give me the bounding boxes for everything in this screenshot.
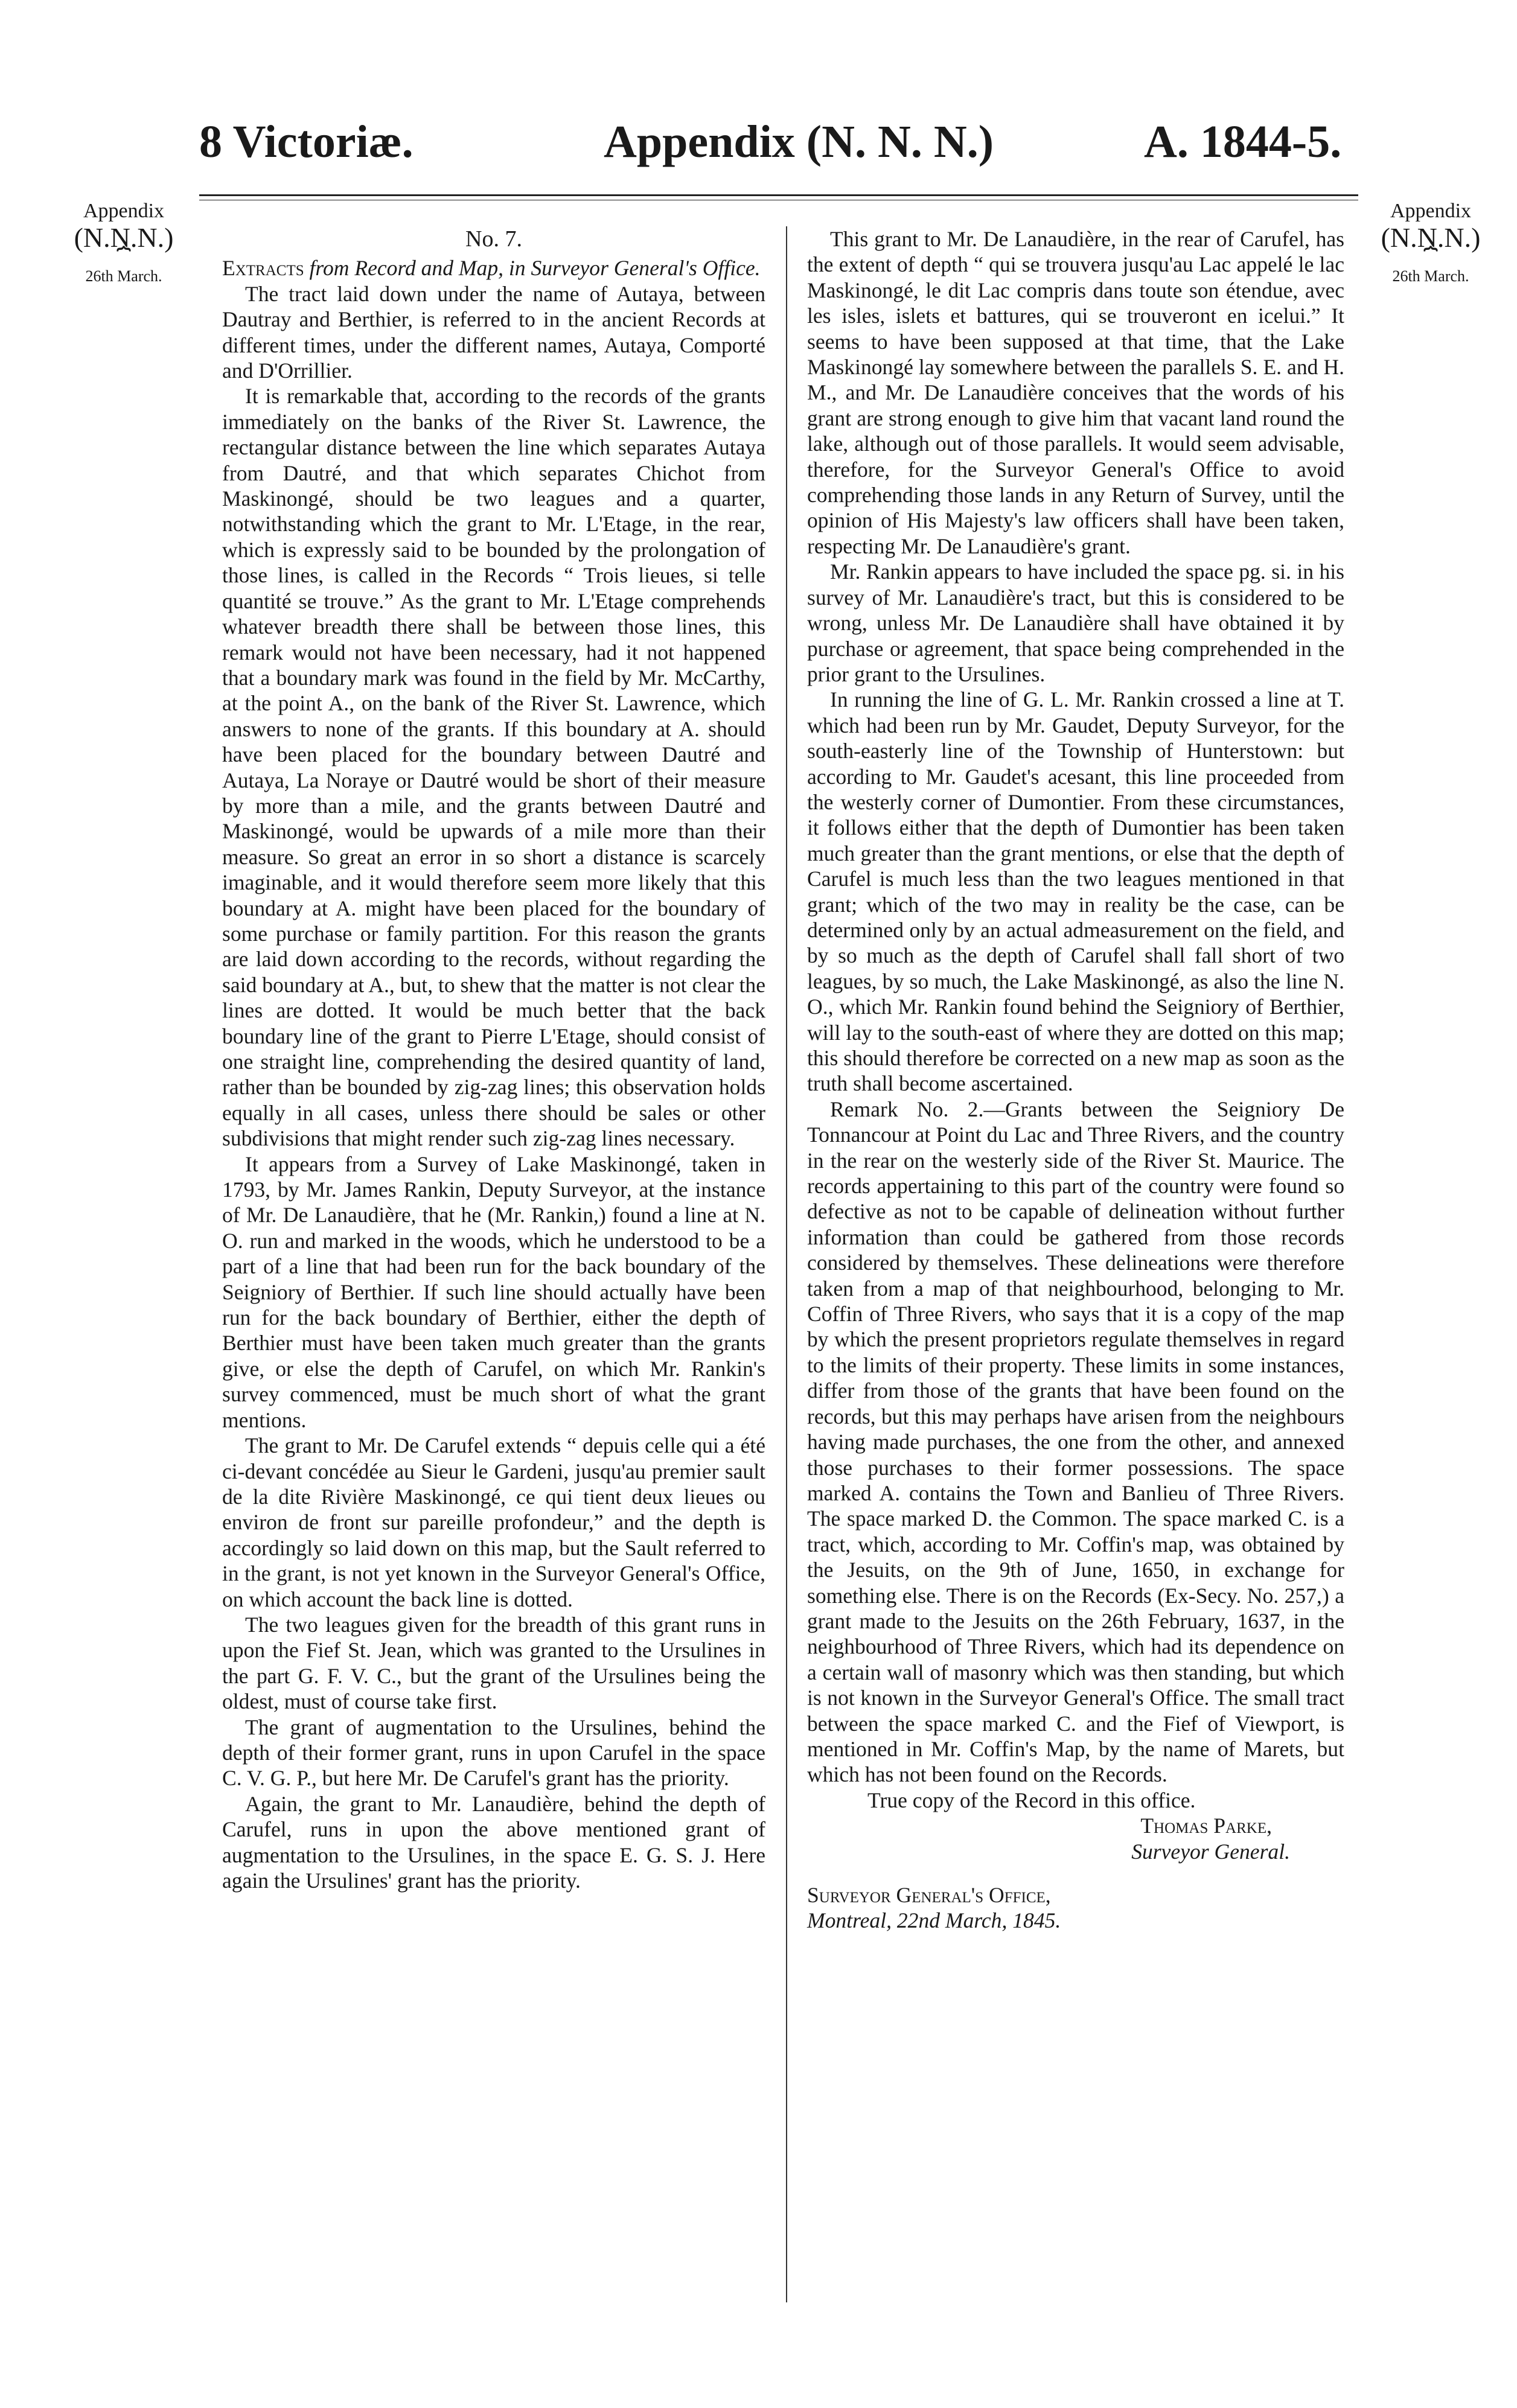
header-year: A. 1844-5. <box>1144 116 1342 167</box>
paragraph: The grant to Mr. De Carufel extends “ depuis celle qui a été ci-devant concédée au Sieur le Gardeni, jusqu'au premier sault de la dite Rivière Maskinongé, ce qui tient deux lieues ou environ de front sur pareille profondeur,” and the depth is accordingly so laid down on this map, but the Sault referred to in the grant, is not yet known in the Surveyor General's Office, on which account the back line is dotted. <box>222 1433 765 1611</box>
header-session: 8 Victoriæ. <box>199 116 414 167</box>
margin-appendix-label: Appendix <box>83 200 165 222</box>
extract-heading-rest: from Record and Map, in Surveyor General's Office. <box>309 256 761 281</box>
paragraph: The grant of augmentation to the Ursulines, behind the depth of their former grant, runs in upon Carufel in the space C. V. G. P., but here Mr. De Carufel's grant has the priority. <box>222 1715 765 1791</box>
place-date <box>807 1908 1344 1933</box>
extract-heading-prefix: Extracts <box>222 256 304 281</box>
margin-note-right <box>1355 199 1506 285</box>
paragraph: Remark No. 2.—Grants between the Seigniory De Tonnancour at Point du Lac and Three Rivers, and the country in the rear on the westerly side of the River St. Maurice. The records appertaining to this part of the country were found so defective as not to be capable of delineation without further information than could be gathered from those records considered by themselves. These delineations were therefore taken from a map of that neighbourhood, belonging to Mr. Coffin of Three Rivers, who says that it is a copy of the map by which the present proprietors regulate themselves in regard to the limits of their property. These limits in some instances, differ from those of the grants that have been found on the records, but this may perhaps have arisen from the neighbours having made purchases, the one from the other, and annexed those purchases to their former possessions. The space marked A. contains the Town and Banlieu of Three Rivers. The space marked D. the Common. The space marked C. is a tract, which, according to Mr. Coffin's map, was obtained by the Jesuits, on the 9th of June, 1650, in exchange for something else. There is on the Records (Ex-Secy. No. 257,) a grant made to the Jesuits on the 26th February, 1637, in the neighbourhood of Three Rivers, which had its dependence on a certain wall of masonry which was then standing, but which is not known in the Surveyor General's Office. The small tract between the space marked C. and the Fief of Viewport, is mentioned in Mr. Coffin's Map, by the name of Marets, but which has not been found on the Records. <box>807 1097 1344 1787</box>
paragraph: The tract laid down under the name of Autaya, between Dautray and Berthier, is referred to in the ancient Records at different times, under the different names, Autaya, Comporté and D'Orrillier. <box>222 281 765 383</box>
paragraph: In running the line of G. L. Mr. Rankin crossed a line at T. which had been run by Mr. Gaudet, Deputy Surveyor, for the south-easterly line of the Township of Hunterstown: but according to Mr. Gaudet's acesant, this line proceeded from the westerly corner of Dumontier. From these circumstances, it follows either that the depth of Dumontier has been taken much greater than the grant mentions, or else that the depth of Carufel is much less than the two leagues mentioned in that grant; which of the two may in reality be the case, can be determined only by an actual admeasurement on the field, and by so much as the depth of Carufel shall fall short of two leagues, by so much, the Lake Maskinongé, as also the line N. O., which Mr. Rankin found behind the Seigniory of Berthier, will lay to the south-east of where they are dotted on this map; this should therefore be corrected on a new map as soon as the truth shall become ascertained. <box>807 687 1344 1096</box>
margin-appendix-code: (N.N.N.) <box>74 222 174 253</box>
certification-line: True copy of the Record in this office. <box>867 1788 1196 1812</box>
right-column <box>807 226 1344 1934</box>
paragraph: This grant to Mr. De Lanaudière, in the rear of Carufel, has the extent of depth “ qui se trouvera jusqu'au Lac appelé le lac Maskinongé, le dit Lac compris dans toute son étendue, avec les isles, islets et battures, qui se trouveront en icelui.” It seems to have been supposed at that time, that the Lake Maskinongé lay somewhere between the parallels S. E. and H. M., and Mr. De Lanaudière conceives that the words of his grant are strong enough to give him that vacant land round the lake, although out of those parallels. It would seem advisable, therefore, for the Surveyor General's Office to avoid comprehending those lands in any Return of Survey, until the opinion of His Majesty's law officers shall have been taken, respecting Mr. De Lanaudière's grant. <box>807 227 1344 558</box>
left-column <box>222 226 765 1893</box>
margin-note-left <box>51 199 196 285</box>
signature-title <box>807 1839 1344 1864</box>
brace-icon: ⏞ <box>117 246 131 273</box>
brace-icon: ⏞ <box>1423 246 1438 273</box>
paragraph: Mr. Rankin appears to have included the space pg. si. in his survey of Mr. Lanaudière's tract, but this is considered to be wrong, unless Mr. De Lanaudière shall have obtained it by purchase or agreement, that space being comprehended in the prior grant to the Ursulines. <box>807 559 1344 686</box>
signature-name: Thomas Parke, <box>1140 1814 1272 1838</box>
paragraph: It is remarkable that, according to the records of the grants immediately on the banks of the River St. Lawrence, the rectangular distance between the line which separates Autaya from Dautré, and that which separates Chichot from Maskinongé, should be two leagues and a quarter, notwithstanding which the grant to Mr. L'Etage, in the rear, which is expressly said to be bounded by the prolongation of those lines, is called in the Records “ Trois lieues, si telle quantité se trouve.” As the grant to Mr. L'Etage comprehends whatever breadth there shall be between those lines, this remark would not have been necessary, had it not happened that a boundary mark was found in the field by Mr. McCarthy, at the point A., on the bank of the River St. Lawrence, which answers to none of the grants. If this boundary at A. should have been placed for the boundary between Dautré and Autaya, La Noraye or Dautré would be short of their measure by more than a mile, and the grants between Dautré and Maskinongé, would be upwards of a mile more than their measure. So great an error in so short a distance is scarcely imaginable, and it would therefore seem more likely that this boundary at A. might have been placed for the boundary of some purchase or family partition. For this reason the grants are laid down according to the records, without regarding the said boundary at A., but, to shew that the matter is not clear the lines are dotted. It would be much better that the back boundary line of the grant to Pierre L'Etage, should consist of one straight line, comprehending the desired quantity of land, rather than be bounded by zig-zag lines; this observation holds equally in all cases, unless there should be sales or other subdivisions that might render such zig-zag lines necessary. <box>222 384 765 1151</box>
column-divider <box>786 226 787 2302</box>
margin-appendix-label: Appendix <box>1390 200 1472 222</box>
margin-date: 26th March. <box>1392 267 1469 285</box>
office-line: Surveyor General's Office, <box>807 1883 1051 1907</box>
header-rule <box>199 194 1358 196</box>
margin-appendix-code: (N.N.N.) <box>1381 222 1481 253</box>
extract-heading <box>222 255 765 281</box>
paragraph: The two leagues given for the breadth of this grant runs in upon the Fief St. Jean, which was granted to the Ursulines in the part G. F. V. C., but the grant of the Ursulines being the oldest, must of course take first. <box>222 1612 765 1714</box>
signature-title-text: Surveyor General. <box>1131 1839 1290 1864</box>
place-date-text: Montreal, 22nd March, 1845. <box>807 1908 1061 1933</box>
running-header <box>0 106 1517 184</box>
paragraph: Again, the grant to Mr. Lanaudière, behind the depth of Carufel, runs in upon the above mentioned grant of augmentation to the Ursulines, in the space E. G. S. J. Here again the Ursulines' grant has the priority. <box>222 1791 765 1893</box>
header-appendix: Appendix (N. N. N.) <box>604 116 994 167</box>
document-number: No. 7. <box>465 226 522 252</box>
margin-date: 26th March. <box>85 267 162 285</box>
paragraph: It appears from a Survey of Lake Maskinongé, taken in 1793, by Mr. James Rankin, Deputy Surveyor, at the instance of Mr. De Lanaudière, that he (Mr. Rankin,) found a line at N. O. run and marked in the woods, which he understood to be a part of a line that had been run for the back boundary of the Seigniory of Berthier. If such line should actually have been run for the back boundary of Berthier, either the depth of Berthier must have been taken much greater than the grants give, or else the depth of Carufel, on which Mr. Rankin's survey commenced, must be much short of what the grant mentions. <box>222 1151 765 1432</box>
